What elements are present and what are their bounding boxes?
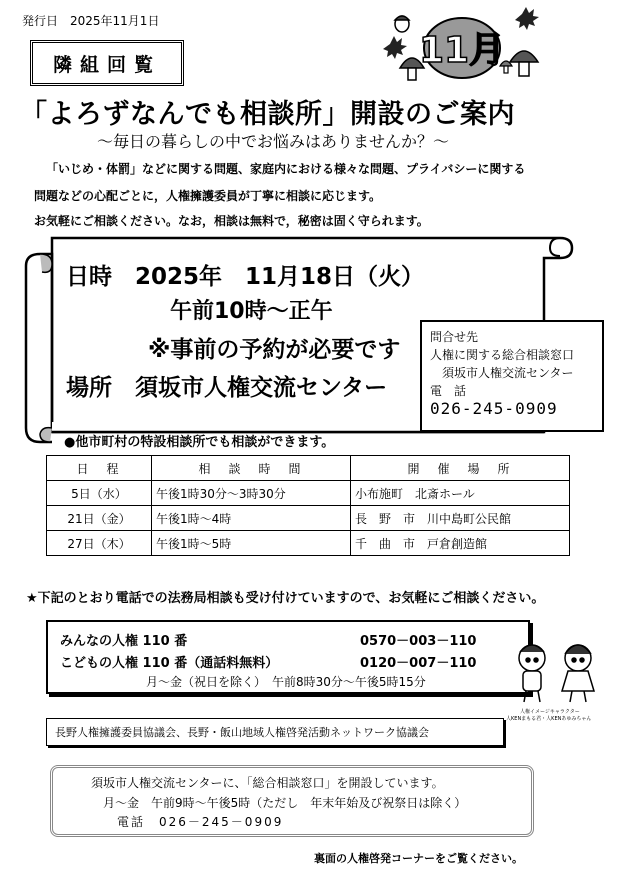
acorn-icon <box>395 16 409 32</box>
month-decoration <box>372 6 540 86</box>
contact-box <box>420 320 604 432</box>
organizations: 長野人権擁護委員協議会、長野・飯山地域人権啓発活動ネットワーク協議会 <box>46 718 504 746</box>
contact-center: 須坂市人権交流センター <box>442 366 574 380</box>
intro-line-1: 「いじめ・体罰」などに関する問題、家庭内における様々な問題、プライバシーに関する <box>46 162 526 176</box>
intro-line-2: 問題などの心配ごとに，人権擁護委員が丁寧に相談に応じます。 <box>34 189 382 203</box>
hotline-name: みんなの人権 110 番 <box>60 634 188 649</box>
hotline-name: こどもの人権 110 番（通話料無料） <box>60 656 279 671</box>
row-date: 27日（木） <box>47 531 152 556</box>
contact-org: 人権に関する総合相談窓口 <box>430 348 575 362</box>
window-line-1: 須坂市人権交流センターに、「総合相談窓口」を開設しています。 <box>91 776 444 790</box>
circular-label: 隣組回覧 <box>30 40 184 86</box>
other-venues-note: ●他市町村の特設相談所でも相談ができます。 <box>64 435 335 450</box>
mascot-caption: 人権イメージキャラクター <box>520 709 580 715</box>
table-row <box>47 531 570 556</box>
page-subtitle: ～毎日の暮らしの中でお悩みはありませんか？～ <box>97 132 450 151</box>
header-place: 開 催 場 所 <box>351 456 570 481</box>
mushroom-icon-right <box>510 51 538 76</box>
window-phone: 電話 026－245－0909 <box>117 815 284 829</box>
header-date: 日 程 <box>47 456 152 481</box>
contact-tel-label: 電 話 <box>430 384 467 398</box>
row-place: 千 曲 市 戸倉創造館 <box>351 531 570 556</box>
contact-phone: 026-245-0909 <box>430 399 558 418</box>
row-place: 小布施町 北斎ホール <box>351 481 570 506</box>
page-title: 「よろずなんでも相談所」開設のご案内 <box>20 99 515 130</box>
event-place: 場所 須坂市人権交流センター <box>66 375 388 401</box>
issue-date: 発行日 2025年11月1日 <box>22 14 160 28</box>
window-line-2: 月～金 午前9時～午後5時（ただし 年末年始及び祝祭日は除く） <box>103 796 467 810</box>
month-badge: 11月 <box>418 30 506 71</box>
footer-note: 裏面の人権啓発コーナーをご覧ください。 <box>314 852 523 865</box>
row-time: 午後1時30分～3時30分 <box>152 481 351 506</box>
event-time: 午前10時～正午 <box>170 299 333 324</box>
intro-line-3: お気軽にご相談ください。なお，相談は無料で，秘密は固く守られます。 <box>34 214 429 228</box>
mascot-icon <box>506 640 612 704</box>
maple-leaf-icon-right <box>515 7 539 30</box>
schedule-header-row <box>47 456 570 481</box>
maple-leaf-icon <box>383 36 407 59</box>
hotline-number: 0570－003－110 <box>360 634 477 649</box>
row-date: 5日（水） <box>47 481 152 506</box>
mascot-characters <box>506 640 612 722</box>
phone-consultation-note: ★下記のとおり電話での法務局相談も受け付けていますので、お気軽にご相談ください。 <box>26 591 545 606</box>
schedule-table <box>46 455 570 556</box>
row-date: 21日（金） <box>47 506 152 531</box>
row-place: 長 野 市 川中島町公民館 <box>351 506 570 531</box>
contact-label: 問合せ先 <box>430 330 479 344</box>
hotline-box <box>46 620 530 694</box>
hotline-hours: 月～金（祝日を除く） 午前8時30分～午後5時15分 <box>146 675 426 689</box>
row-time: 午後1時～5時 <box>152 531 351 556</box>
table-row <box>47 481 570 506</box>
hotline-number: 0120－007－110 <box>360 656 477 671</box>
consultation-window-notice <box>50 765 534 837</box>
header-time: 相 談 時 間 <box>152 456 351 481</box>
row-time: 午後1時～4時 <box>152 506 351 531</box>
reservation-notice: ※事前の予約が必要です <box>148 337 401 363</box>
mascot-names: 人KENまもる君・人KENあゆみちゃん <box>506 716 592 722</box>
table-row <box>47 506 570 531</box>
event-date: 日時 2025年 11月18日（火） <box>66 264 425 290</box>
